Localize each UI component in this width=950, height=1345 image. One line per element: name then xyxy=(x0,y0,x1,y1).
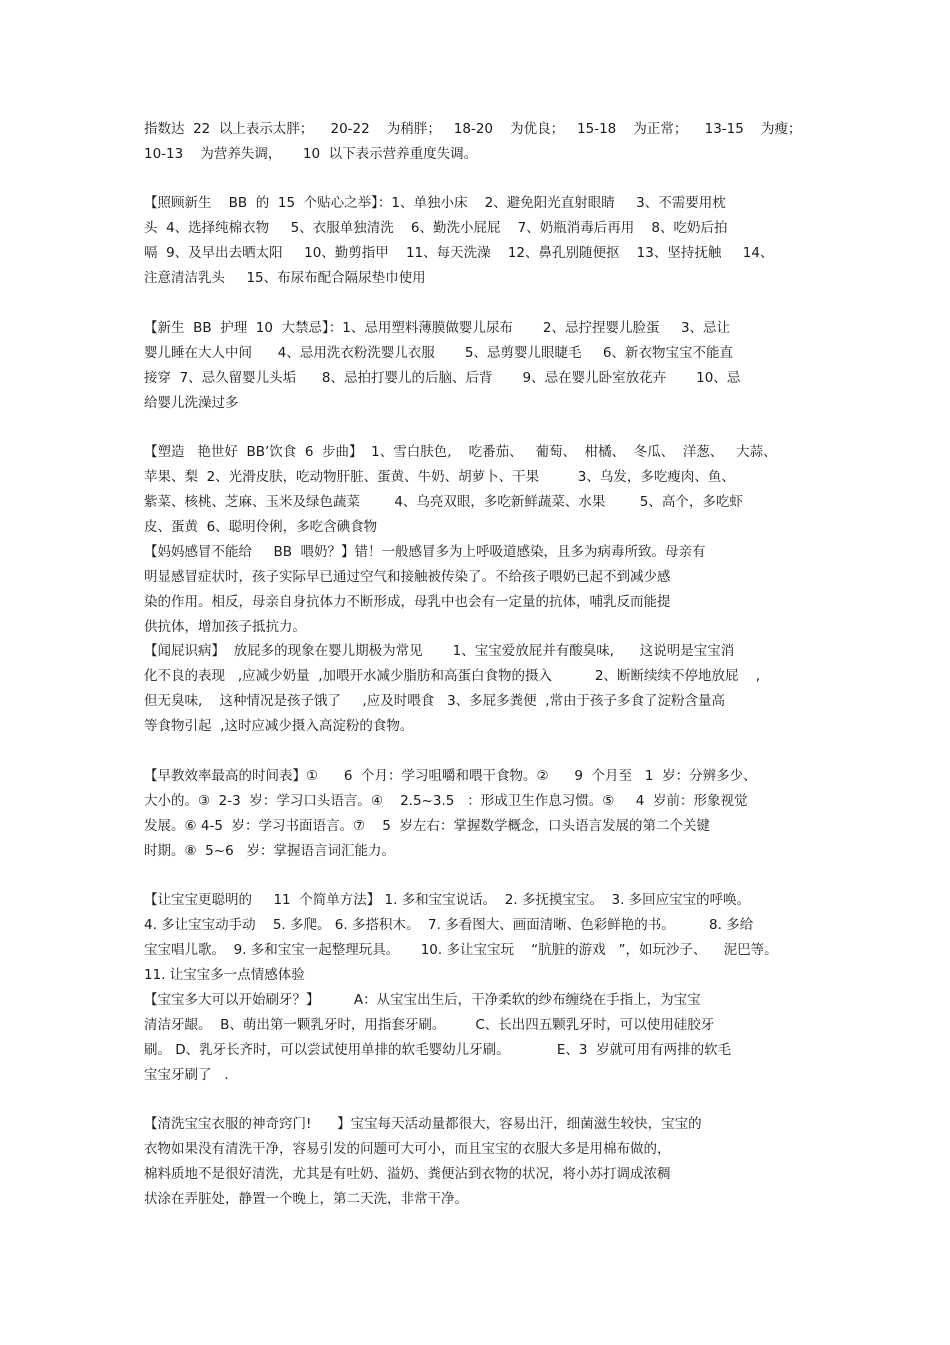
text-line: 【塑造 艳世好 BB’饮食 6 步曲】 1、雪白肤色, 吃番茄、 葡萄、 柑橘、 冬瓜、 洋葱、 大蒜、 xyxy=(144,444,777,460)
text-line: 给婴儿洗澡过多 xyxy=(144,395,239,411)
text-line: 供抗体，增加孩子抵抗力。 xyxy=(144,619,306,635)
paragraph-smart-baby xyxy=(144,888,824,988)
text-line: 【让宝宝更聪明的 11 个简单方法】 1. 多和宝宝说话。 2. 多抚摸宝宝。 3. 多回应宝宝的呼唤。 xyxy=(144,892,751,908)
text-line: 棉料质地不是很好清洗，尤其是有吐奶、溢奶、粪便沾到衣物的状况，将小苏打调成浓稠 xyxy=(144,1166,671,1182)
text-line: 指数达 22 以上表示太胖； 20-22 为稍胖； 18-20 为优良； 15-18 为正常； 13-15 为瘦； xyxy=(144,121,802,137)
paragraph-laundry xyxy=(144,1112,824,1212)
paragraph-care-tips xyxy=(144,191,824,291)
text-line: 【新生 BB 护理 10 大禁忌】：1、忌用塑料薄膜做婴儿尿布 2、忌拧捏婴儿脸蛋 3、忌让 xyxy=(144,320,731,336)
paragraph-bmi xyxy=(144,117,824,167)
text-line: 宝宝唱儿歌。 9. 多和宝宝一起整理玩具。 10. 多让宝宝玩 “肮脏的游戏 ”，如玩沙子、 泥巴等。 xyxy=(144,942,778,958)
text-line: 【闻屁识病】 放屁多的现象在婴儿期极为常见 1、宝宝爱放屁并有酸臭味, 这说明是宝宝消 xyxy=(144,643,735,659)
text-line: 刷。 D、乳牙长齐时，可以尝试使用单排的软毛婴幼儿牙刷。 E、3 岁就可用有两排的软毛 xyxy=(144,1042,732,1058)
paragraph-taboos xyxy=(144,316,824,416)
text-line: 11. 让宝宝多一点情感体验 xyxy=(144,967,305,983)
text-line: 接穿 7、忌久留婴儿头垢 8、忌拍打婴儿的后脑、后背 9、忌在婴儿卧室放花卉 10、忌 xyxy=(144,370,741,386)
text-line: 头 4、选择纯棉衣物 5、衣服单独清洗 6、勤洗小屁屁 7、奶瓶消毒后再用 8、吃奶后拍 xyxy=(144,220,728,236)
text-line: 嗝 9、及早出去晒太阳 10、勤剪指甲 11、每天洗澡 12、鼻孔别随便抠 13、坚持抚触 14、 xyxy=(144,245,774,261)
paragraph-teeth xyxy=(144,988,824,1088)
text-line: 苹果、梨 2、光滑皮肤，吃动物肝脏、蛋黄、牛奶、胡萝卜、干果 3、乌发，多吃瘦肉、鱼、 xyxy=(144,469,735,485)
text-line: 10-13 为营养失调， 10 以下表示营养重度失调。 xyxy=(144,146,478,162)
text-line: 【照顾新生 BB 的 15 个贴心之举】：1、单独小床 2、避免阳光直射眼睛 3、不需要用枕 xyxy=(144,195,726,211)
text-line: 皮、蛋黄 6、聪明伶俐，多吃含碘食物 xyxy=(144,519,378,535)
paragraph-early-education xyxy=(144,764,824,864)
text-line: 4. 多让宝宝动手动 5. 多爬。 6. 多搭积木。 7. 多看图大、画面清晰、色彩鲜艳的书。 8. 多给 xyxy=(144,917,754,933)
text-line: 【清洗宝宝衣服的神奇窍门! 】宝宝每天活动量都很大，容易出汗，细菌滋生较快，宝宝的 xyxy=(144,1116,702,1132)
text-line: 但无臭味, 这种情况是孩子饿了 ,应及时喂食 3、多屁多粪便 ,常由于孩子多食了淀粉含量高 xyxy=(144,693,726,709)
paragraph-mom-cold xyxy=(144,540,824,640)
text-line: 衣物如果没有清洗干净，容易引发的问题可大可小，而且宝宝的衣服大多是用棉布做的， xyxy=(144,1141,671,1157)
text-line: 化不良的表现 ,应减少奶量 ,加喂开水减少脂肪和高蛋白食物的摄入 2、断断续续不停地放屁 , xyxy=(144,668,760,684)
text-line: 状涂在弄脏处，静置一个晚上，第二天洗，非常干净。 xyxy=(144,1191,468,1207)
paragraph-diet xyxy=(144,440,824,540)
text-line: 宝宝牙刷了 . xyxy=(144,1067,229,1083)
text-line: 【早教效率最高的时间表】① 6 个月：学习咀嚼和喂干食物。② 9 个月至 1 岁：分辨多少、 xyxy=(144,768,757,784)
text-line: 【妈妈感冒不能给 BB 喂奶？】错！一般感冒多为上呼吸道感染，且多为病毒所致。母亲有 xyxy=(144,544,706,560)
paragraph-farts xyxy=(144,639,824,739)
text-line: 清洁牙龈。 B、萌出第一颗乳牙时，用指套牙刷。 C、长出四五颗乳牙时，可以使用硅胶牙 xyxy=(144,1017,715,1033)
text-line: 注意清洁乳头 15、布尿布配合隔尿垫巾使用 xyxy=(144,270,426,286)
text-line: 婴儿睡在大人中间 4、忌用洗衣粉洗婴儿衣服 5、忌剪婴儿眼睫毛 6、新衣物宝宝不能直 xyxy=(144,345,734,361)
text-line: 大小的。③ 2-3 岁：学习口头语言。④ 2.5~3.5 ：形成卫生作息习惯。⑤ 4 岁前：形象视觉 xyxy=(144,793,748,809)
text-line: 紫菜、核桃、芝麻、玉米及绿色蔬菜 4、乌亮双眼，多吃新鲜蔬菜、水果 5、高个，多吃虾 xyxy=(144,494,743,510)
text-line: 等食物引起 ,这时应减少摄入高淀粉的食物。 xyxy=(144,718,414,734)
text-line: 明显感冒症状时，孩子实际早已通过空气和接触被传染了。不给孩子喂奶已起不到减少感 xyxy=(144,569,671,585)
text-line: 【宝宝多大可以开始刷牙？】 A：从宝宝出生后，干净柔软的纱布缠绕在手指上，为宝宝 xyxy=(144,992,701,1008)
text-line: 染的作用。相反，母亲自身抗体力不断形成，母乳中也会有一定量的抗体，哺乳反而能提 xyxy=(144,594,671,610)
text-line: 时期。⑧ 5~6 岁：掌握语言词汇能力。 xyxy=(144,843,396,859)
text-line: 发展。⑥ 4-5 岁：学习书面语言。⑦ 5 岁左右：掌握数学概念，口头语言发展的第二个关键 xyxy=(144,818,710,834)
